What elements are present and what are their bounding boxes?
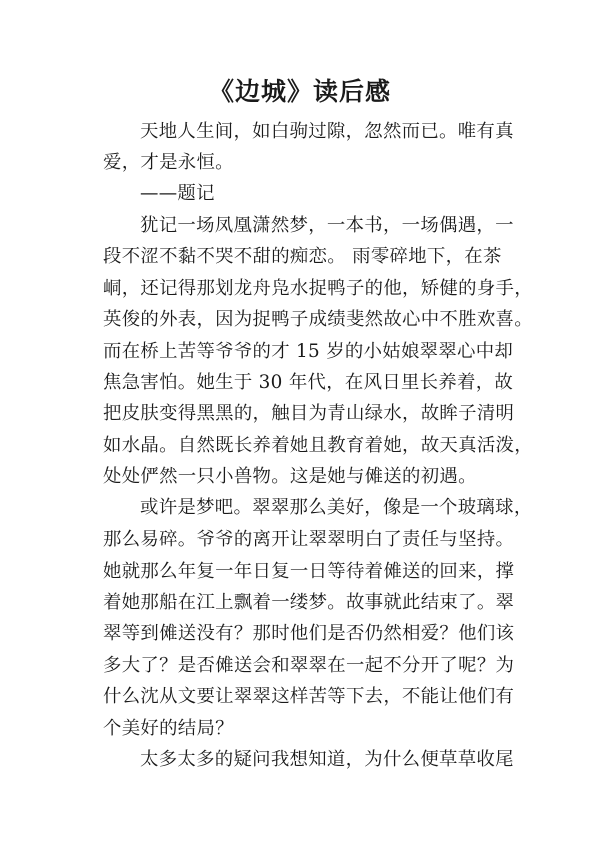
text-line: 或许是梦吧。翠翠那么美好，像是一个玻璃球， xyxy=(140,497,533,518)
text-line: 处处俨然一只小兽物。这是她与傩送的初遇。 xyxy=(103,466,477,487)
text-line: 爱，才是永恒。 xyxy=(103,152,234,173)
text-line: 峒，还记得那划龙舟凫水捉鸭子的他，矫健的身手， xyxy=(103,278,533,299)
epigraph-attribution: ——题记 xyxy=(140,183,215,204)
text-line: 焦急害怕。她生于 30 年代，在风日里长养着，故 xyxy=(103,372,514,393)
text-line: 犹记一场凤凰潇然梦，一本书，一场偶遇，一 xyxy=(140,215,514,236)
text-line: 什么沈从文要让翠翠这样苦等下去，不能让他们有 xyxy=(103,686,515,707)
text-line: 如水晶。自然既长养着她且教育着她，故天真活泼， xyxy=(103,435,533,456)
text-line: 英俊的外表，因为捉鸭子成绩斐然故心中不胜欢喜。 xyxy=(103,309,533,330)
text-line: 天地人生间，如白驹过隙，忽然而已。唯有真 xyxy=(140,121,514,142)
text-line: 段不涩不黏不哭不甜的痴恋。 雨零碎地下，在茶 xyxy=(103,246,502,267)
text-line: 把皮肤变得黑黑的，触目为青山绿水，故眸子清明 xyxy=(103,403,515,424)
text-line: 翠等到傩送没有？那时他们是否仍然相爱？他们该 xyxy=(103,623,515,644)
text-line: 着她那船在江上飘着一缕梦。故事就此结束了。翠 xyxy=(103,592,515,613)
text-line: 而在桥上苦等爷爷的才 15 岁的小姑娘翠翠心中却 xyxy=(103,341,514,362)
page-title: 《边城》读后感 xyxy=(208,77,391,106)
text-line: 太多太多的疑问我想知道，为什么便草草收尾 xyxy=(140,749,514,770)
text-line: 那么易碎。爷爷的离开让翠翠明白了责任与坚持。 xyxy=(103,529,515,550)
text-line: 她就那么年复一年日复一日等待着傩送的回来，撑 xyxy=(103,561,515,582)
text-line: 多大了？是否傩送会和翠翠在一起不分开了呢？为 xyxy=(103,655,515,676)
text-line: 个美好的结局？ xyxy=(103,718,234,739)
